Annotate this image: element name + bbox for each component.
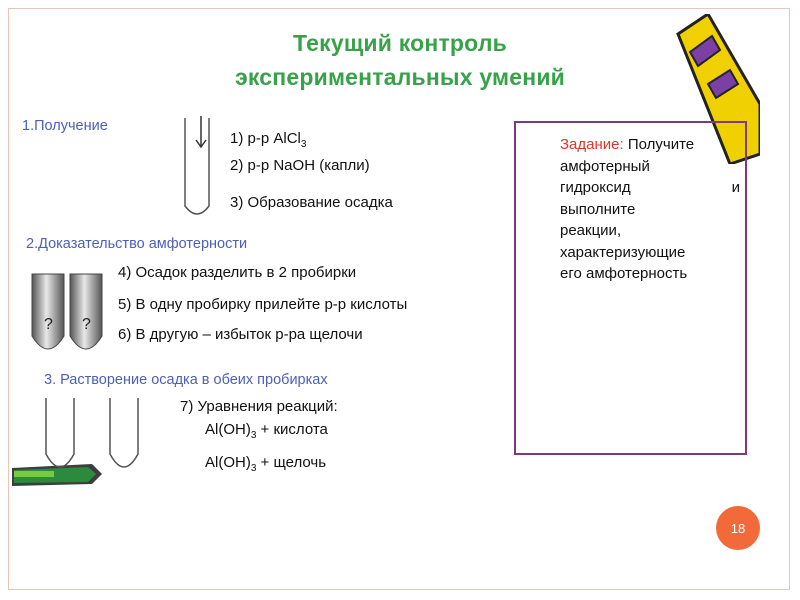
task-line-4: выполните (560, 200, 636, 218)
equation-alkali: $Al(OH)_3$ + щелочь (205, 454, 327, 474)
task-line-6: характеризующие (560, 243, 686, 261)
task-line-1: Задание: Получите (560, 136, 695, 153)
test-tube-icon (182, 116, 212, 224)
empty-test-tubes-icon (44, 396, 144, 474)
two-test-tubes-icon (30, 272, 106, 358)
task-line-2: амфотерный (560, 157, 650, 175)
task-line-5: реакции, (560, 222, 622, 239)
step-5: 5) В одну пробирку прилейте р-р кислоты (118, 296, 408, 313)
title-line-2: экспериментальных умений (234, 64, 566, 90)
task-line-7: его амфотерность (560, 265, 688, 282)
section-2-heading: 2.Доказательство амфотерности (26, 236, 248, 252)
step-7: 7) Уравнения реакций: (180, 398, 338, 415)
task-line-3: гидроксид и (560, 179, 740, 196)
step-4: 4) Осадок разделить в 2 пробирки (118, 264, 357, 281)
step-1: 1) р-р AlCl$_3$ (230, 130, 307, 150)
page-title (0, 26, 800, 94)
title-line-1: Текущий контроль (293, 30, 507, 56)
page-number-badge: 18 (716, 506, 760, 550)
section-3-heading: 3. Растворение осадка в обеих пробирках (44, 372, 328, 388)
tube-mark-2: ? (82, 316, 91, 333)
task-label: Задание: (560, 136, 624, 153)
step-6: 6) В другую – избыток р-ра щелочи (118, 326, 363, 343)
equation-acid: $Al(OH)_3$ + кислота (205, 421, 328, 441)
task-text (560, 134, 740, 285)
section-1-heading: 1.Получение (22, 118, 108, 134)
step-3: 3) Образование осадка (230, 194, 393, 211)
tube-mark-1: ? (44, 316, 53, 333)
step-2: 2) р-р NaOH (капли) (230, 157, 370, 174)
